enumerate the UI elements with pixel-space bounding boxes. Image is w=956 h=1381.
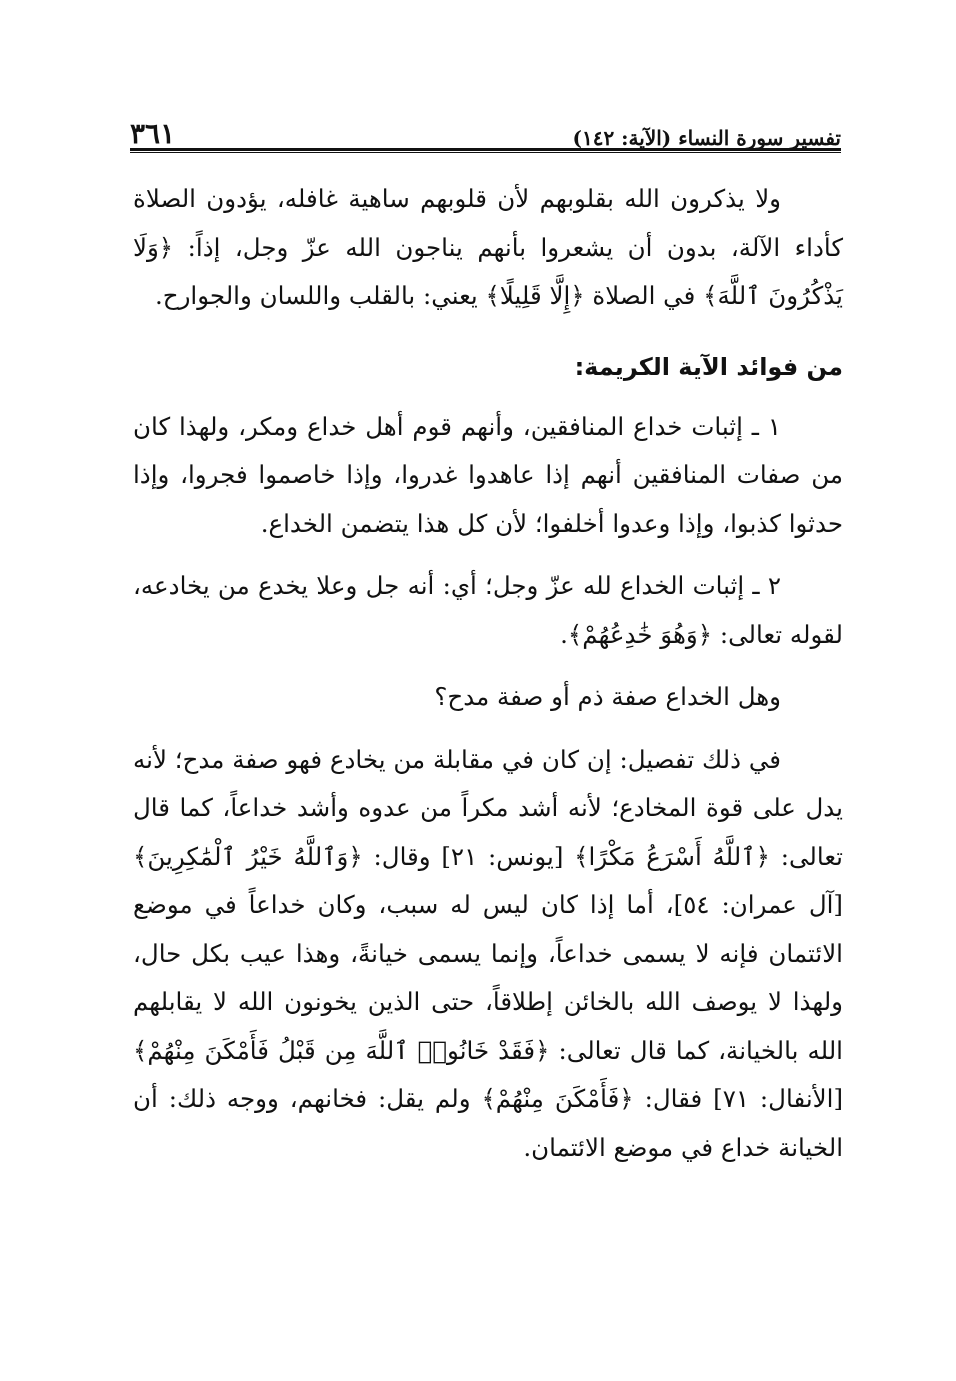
paragraph-benefit-1: ١ ـ إثبات خداع المنافقين، وأنهم قوم أهل خداع ومكر، ولهذا كان من صفات المنافقين أنهم إذا عاهدوا غدروا، وإذا خاصموا فجروا، وإذا حدثوا كذبوا، وإذا وعدوا أخلفوا؛ لأن كل هذا يتضمن الخداع.: [133, 411, 843, 538]
paragraph-question: وهل الخداع صفة ذم أو صفة مدح؟: [434, 682, 781, 711]
page-header: [130, 110, 841, 148]
paragraph-benefit-2: ٢ ـ إثبات الخداع لله عزّ وجل؛ أي: أنه جل وعلا يخدع من يخادعه، لقوله تعالى: ﴿وَهُوَ خَٰدِعُهُمْ﴾.: [133, 571, 843, 649]
section-heading: من فوائد الآية الكريمة:: [574, 352, 843, 381]
page-body: [133, 175, 843, 1172]
paragraph-explanation: في ذلك تفصيل: إن كان في مقابلة من يخادع فهو صفة مدح؛ لأنه يدل على قوة المخادع؛ لأنه أشد مكراً من عدوه وأشد خداعاً، كما قال تعالى: ﴿ٱللَّهُ أَسْرَعُ مَكْرًا﴾ [يونس: ٢١] وقال: ﴿وَٱللَّهُ خَيْرُ ٱلْمَٰكِرِينَ﴾ [آل عمران: ٥٤]، أما إذا كان ليس له سبب، وكان خداعاً في موضع الائتمان فإنه لا يسمى خداعاً، وإنما يسمى خيانةً، وهذا عيب بكل حال، ولهذا لا يوصف الله بالخائن إطلاقاً، حتى الذين يخونون الله لا يقابلهم الله بالخيانة، كما قال تعالى: ﴿فَقَدْ خَانُوا۟ ٱللَّهَ مِن قَبْلُ فَأَمْكَنَ مِنْهُمْ﴾ [الأنفال: ٧١] فقال: ﴿فَأَمْكَنَ مِنْهُمْ﴾ ولم يقل: فخانهم، ووجه ذلك: أن الخيانة خداع في موضع الائتمان.: [133, 744, 844, 1162]
running-title: تفسير سورة النساء (الآية: ١٤٢): [572, 126, 841, 150]
paragraph-1: ولا يذكرون الله بقلوبهم لأن قلوبهم ساهية غافله، يؤدون الصلاة كأداء الآلة، بدون أن يشعروا بأنهم يناجون الله عزّ وجل، إذاً: ﴿وَلَا يَذْكُرُونَ ٱللَّهَ﴾ في الصلاة ﴿إِلَّا قَلِيلًا﴾ يعني: بالقلب واللسان والجوارح.: [133, 184, 843, 310]
page-number: ٣٦١: [130, 117, 176, 150]
header-rule: [130, 148, 841, 153]
